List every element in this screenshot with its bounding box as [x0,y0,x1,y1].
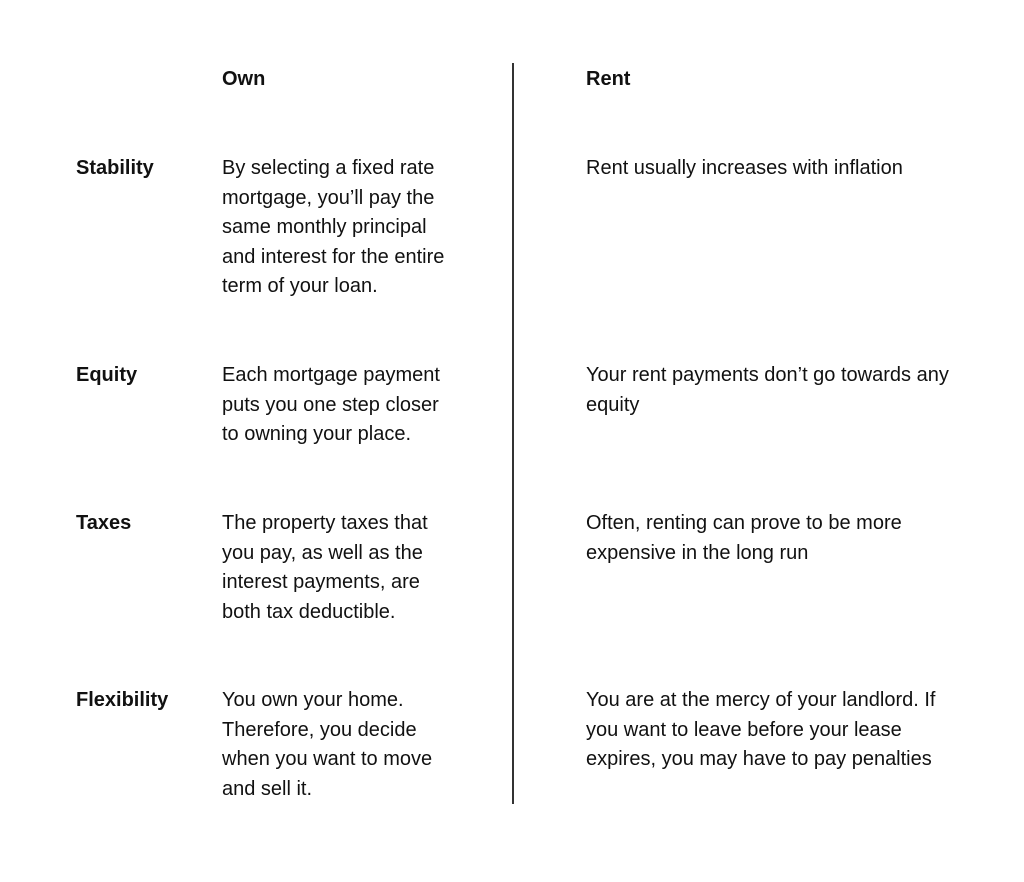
own-column-header: Own [222,68,266,90]
rent-cell-stability: Rent usually increases with inflation [586,157,903,179]
own-cell-taxes: The property taxes that you pay, as well as the interest payments, are both tax deductible. [222,512,428,623]
rent-column-header: Rent [586,68,631,90]
rent-cell-taxes: Often, renting can prove to be more expensive in the long run [586,512,902,564]
own-cell-equity: Each mortgage payment puts you one step closer to owning your place. [222,364,440,445]
own-cell-stability: By selecting a fixed rate mortgage, you’ll pay the same monthly principal and interest for the entire term of your loan. [222,157,445,297]
rent-cell-equity: Your rent payments don’t go towards any equity [586,364,949,416]
row-label-taxes: Taxes [76,512,132,534]
rent-cell-flexibility: You are at the mercy of your landlord. If you want to leave before your lease expires, you may have to pay penalties [586,689,936,770]
row-label-stability: Stability [76,157,154,179]
row-label-equity: Equity [76,364,138,386]
row-label-flexibility: Flexibility [76,689,169,711]
column-divider [512,63,514,804]
own-cell-flexibility: You own your home. Therefore, you decide when you want to move and sell it. [222,689,433,800]
